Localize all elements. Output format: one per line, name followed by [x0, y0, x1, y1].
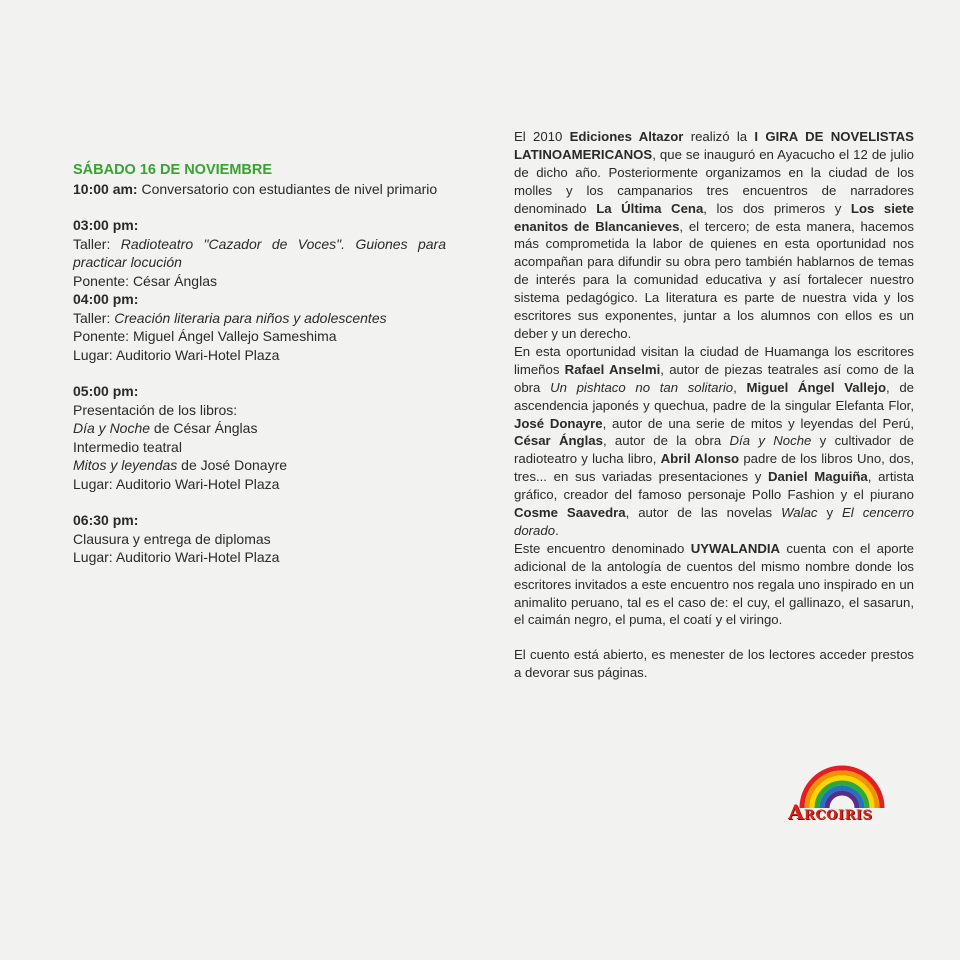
text: padre de los libros Uno, dos, tres... en sus variadas presentaciones y — [514, 451, 914, 485]
schedule-time: 10:00 am: — [73, 180, 138, 197]
book-title: El cencerro dorado — [514, 505, 915, 538]
event-name: La Última Cena — [596, 200, 704, 216]
book-title: Un pishtaco no tan solitario — [550, 379, 734, 395]
text: . — [555, 522, 559, 538]
schedule-text: Conversatorio con estudiantes de nivel primario — [137, 180, 438, 197]
article-paragraph-1 — [514, 128, 914, 343]
text: , de ascendencia japonés y quechua, padre de la singular Elefanta Flor, — [514, 379, 915, 413]
text: Este encuentro denominado — [514, 540, 691, 556]
taller-title: Creación literaria para niños y adolescentes — [114, 309, 387, 326]
taller-prefix: Taller: — [73, 309, 115, 326]
text: , — [733, 379, 747, 395]
article-paragraph-4: El cuento está abierto, es menester de los lectores acceder prestos a devorar sus páginas. — [514, 647, 914, 681]
schedule-block-1 — [73, 216, 446, 364]
schedule — [73, 161, 446, 567]
schedule-day-heading: SÁBADO 16 DE NOVIEMBRE — [73, 162, 273, 178]
text: realizó la — [683, 129, 755, 144]
text: , el tercero; de esta manera, hacemos más comprometida la labor de quienes en esta oportunidad nos acompañan para difundir su obra pero también hablarnos de temas de interés para la comunidad educativa y así fortalecer nuestro sistema pedagógico. La literatura es parte de nuestra vida y los escritores sus exponentes, juntar a los alumnos con ellos es un deber y un derecho. — [514, 218, 914, 341]
book-title: Walac — [781, 505, 818, 521]
schedule-block-3 — [73, 382, 446, 493]
logo-wordmark — [788, 800, 892, 824]
schedule-lugar: Lugar: Auditorio Wari-Hotel Plaza — [73, 475, 280, 492]
text: , que se inauguró en Ayacucho el 12 de julio de dicho año. Posteriormente organizamos en la ciudad de los molles y los campanarios tres encuentros de narradores denominado — [514, 146, 914, 216]
book-title: Día y Noche — [729, 433, 812, 449]
event-name: UYWALANDIA — [690, 540, 781, 556]
author-name: Rafael Anselmi — [564, 361, 661, 377]
schedule-taller — [73, 235, 446, 272]
article — [514, 128, 914, 682]
schedule-time: 06:30 pm: — [73, 512, 139, 528]
schedule-lugar: Lugar: Auditorio Wari-Hotel Plaza — [73, 346, 280, 363]
schedule-book — [73, 456, 446, 475]
logo-initial: A — [788, 800, 805, 824]
book-title: Mitos y leyendas — [73, 457, 178, 473]
schedule-line: Clausura y entrega de diplomas — [73, 530, 271, 547]
logo-rest: RCOIRIS — [804, 808, 873, 823]
publisher-name: Ediciones Altazor — [569, 129, 684, 144]
text: , artista gráfico, creador del famoso personaje Pollo Fashion y el piurano — [514, 469, 915, 503]
schedule-block-4 — [73, 511, 446, 567]
book-author: de César Ánglas — [150, 420, 258, 436]
text: El 2010 — [514, 129, 570, 144]
schedule-time: 05:00 pm: — [73, 383, 139, 399]
event-name: Los siete enanitos de Blancanieves — [514, 200, 914, 234]
author-name: Daniel Maguiña — [768, 469, 868, 485]
schedule-time: 04:00 pm: — [73, 291, 139, 307]
author-name: Abril Alonso — [660, 451, 740, 467]
text: , autor de las novelas — [625, 505, 782, 521]
schedule-book — [73, 419, 446, 438]
schedule-taller — [73, 309, 446, 328]
arcoiris-logo — [788, 756, 892, 828]
book-author: de José Donayre — [177, 457, 288, 473]
book-title: Día y Noche — [73, 420, 151, 436]
text: , autor de una serie de mitos y leyendas del Perú, — [602, 415, 914, 431]
schedule-time: 03:00 pm: — [73, 217, 139, 233]
article-paragraph-3 — [514, 540, 914, 630]
schedule-item-first — [73, 180, 446, 199]
schedule-ponente: Ponente: Miguel Ángel Vallejo Sameshima — [73, 328, 337, 344]
schedule-lugar: Lugar: Auditorio Wari-Hotel Plaza — [73, 549, 280, 565]
text: cuenta con el aporte adicional de la antología de cuentos del mismo nombre donde los escritores invitados a este encuentro nos regala uno inspirado en un animalito peruano, tal es el caso de: el cuy, el gallinazo, el sasarun, el caimán negro, el puma, el coatí y el viringo. — [514, 540, 914, 628]
text: , autor de piezas teatrales así como de la obra — [514, 361, 914, 395]
author-name: César Ánglas — [514, 433, 603, 449]
article-paragraph-2 — [514, 343, 914, 540]
text: , los dos primeros y — [703, 200, 851, 216]
text: y cultivador de radioteatro y lucha libro, — [514, 433, 914, 467]
event-name: I GIRA DE NOVELISTAS LATINOAMERICANOS — [514, 129, 914, 162]
schedule-line: Intermedio teatral — [73, 438, 182, 455]
author-name: Cosme Saavedra — [514, 505, 626, 521]
taller-title: Radioteatro "Cazador de Voces". Guiones para practicar locución — [73, 235, 447, 270]
taller-prefix: Taller: — [73, 235, 121, 252]
text: En esta oportunidad visitan la ciudad de Huamanga los escritores limeños — [514, 343, 914, 377]
schedule-ponente: Ponente: César Ánglas — [73, 272, 217, 289]
text: , autor de la obra — [602, 433, 730, 449]
author-name: Miguel Ángel Vallejo — [746, 379, 887, 395]
text: y — [817, 505, 843, 521]
author-name: José Donayre — [514, 415, 603, 431]
schedule-line: Presentación de los libros: — [73, 401, 238, 418]
